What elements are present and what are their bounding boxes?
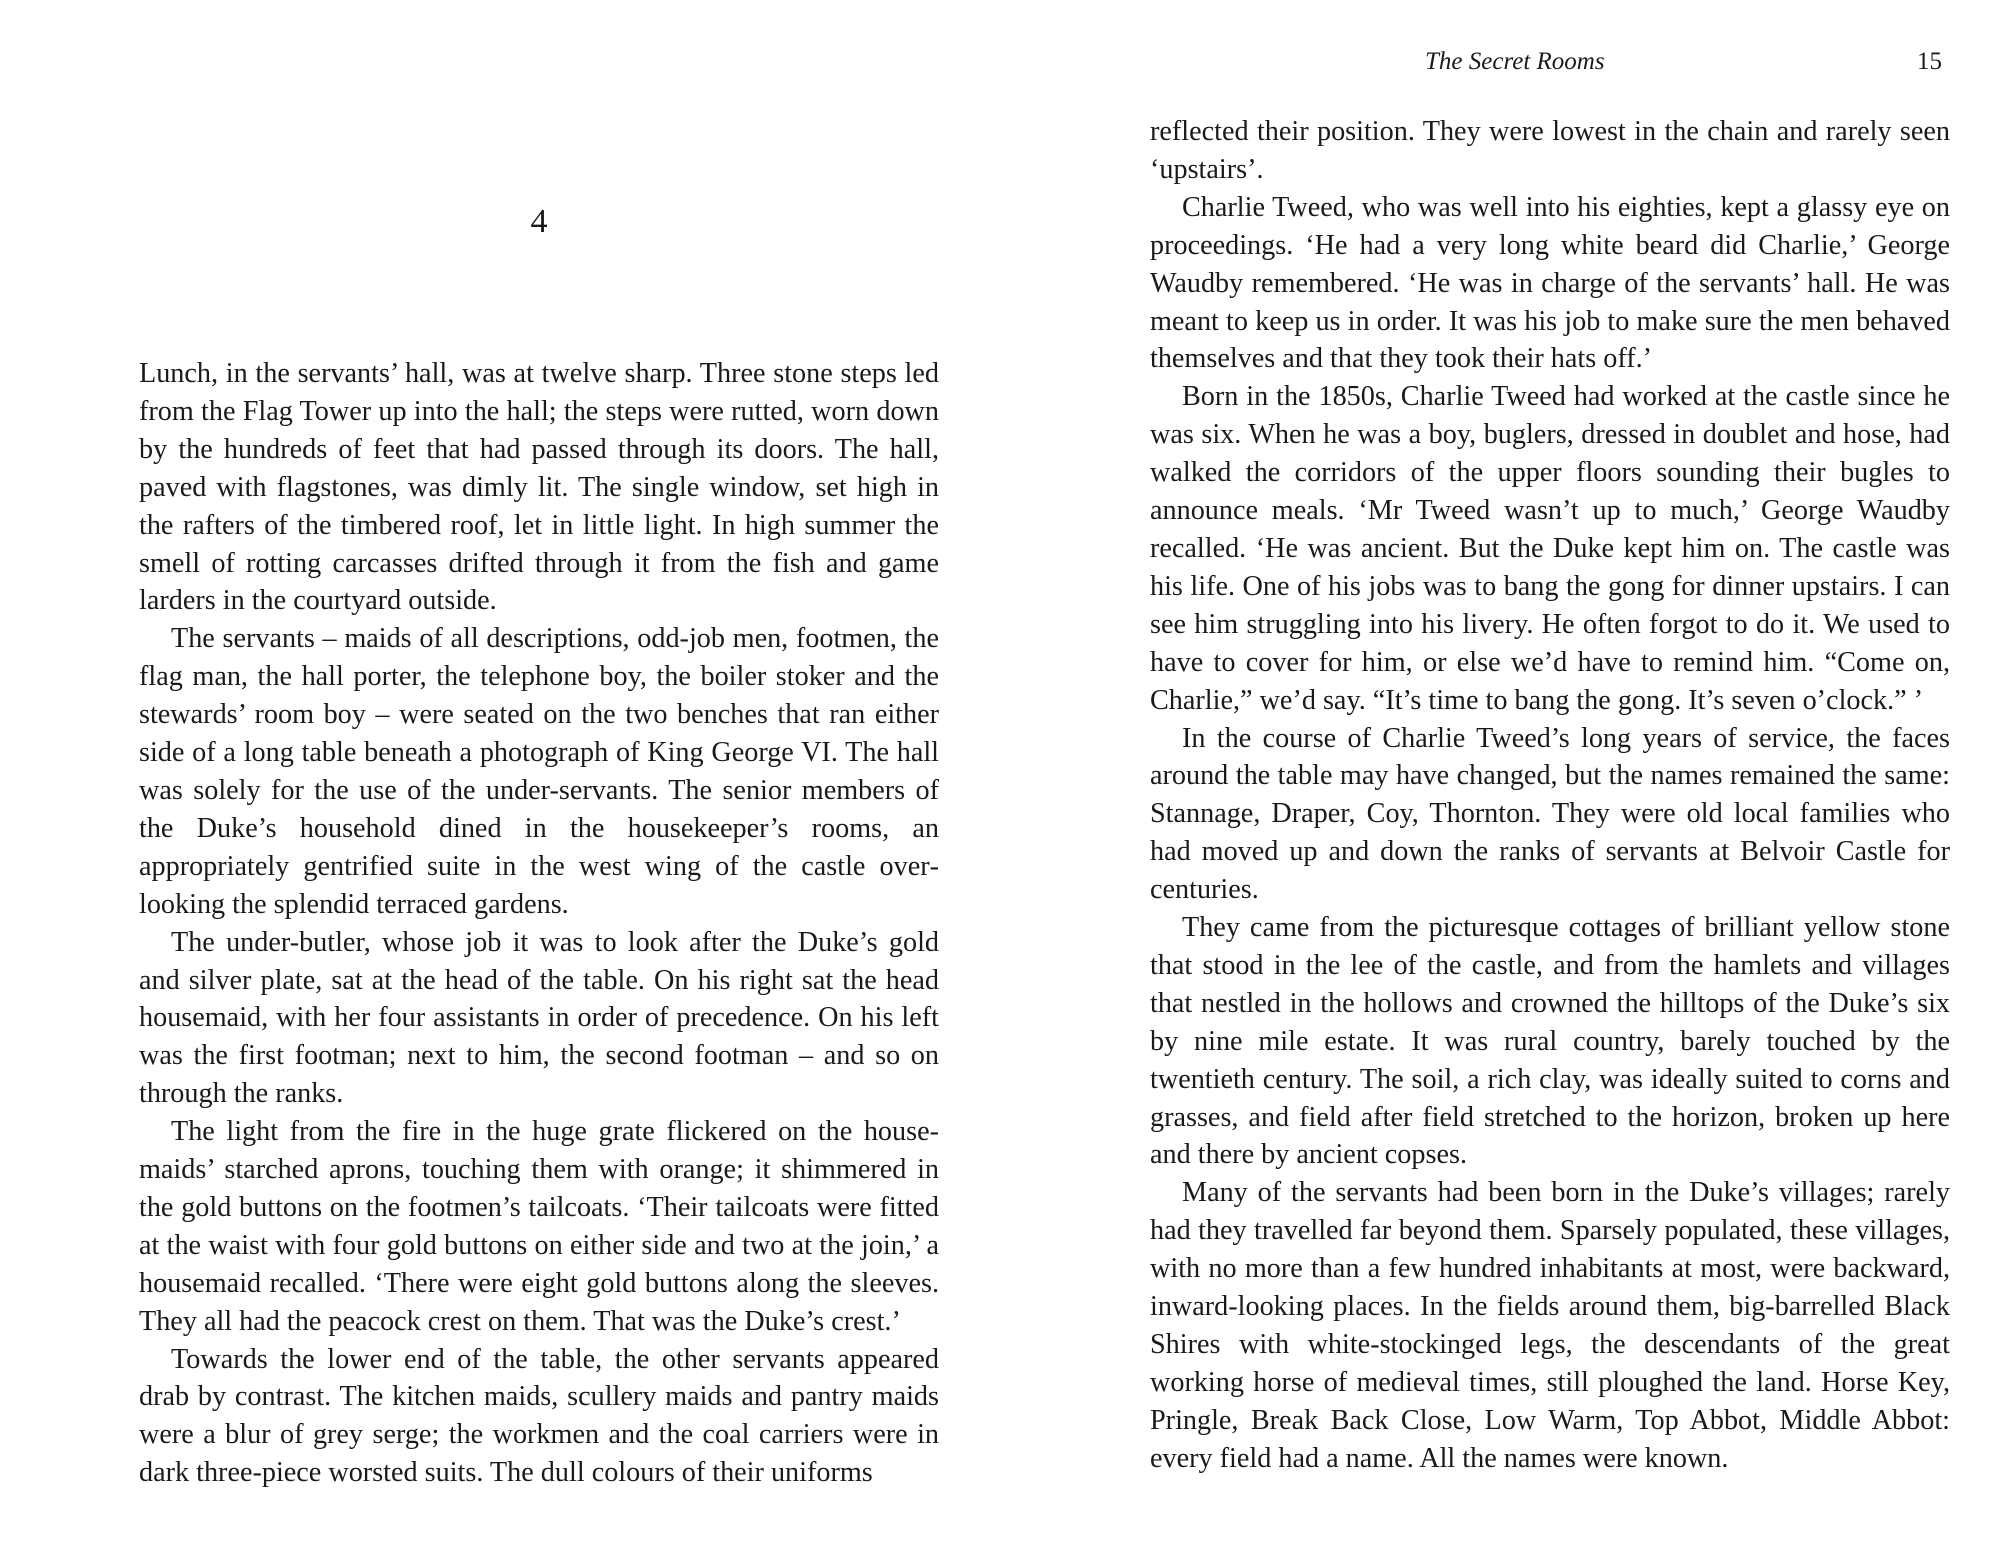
page-number: 15 (1917, 48, 1942, 75)
right-page (1005, 0, 2011, 1549)
paragraph: Many of the servants had been born in the Duke’s villages; rarely had they travelled far beyond them. Sparsely populated, these villages, with no more than a few hundred inhabitants at most, were backward, inward-looking places. In the fields around them, big-barrelled Black Shires with white-stockinged legs, the descendants of the great working horse of medieval times, still ploughed the land. Horse Key, Pringle, Break Back Close, Low Warm, Top Abbot, Middle Abbot: every field had a name. All the names were known. (1150, 1177, 1950, 1474)
paragraph: The servants – maids of all descriptions, odd-job men, footmen, the flag man, the hall porter, the telephone boy, the boiler stoker and the stewards’ room boy – were seated on the two benches that ran either side of a long table beneath a photograph of King George VI. The hall was solely for the use of the under-servants. The senior members of the Duke’s household dined in the housekeeper’s rooms, an appropriately gentrified suite in the west wing of the castle overlooking the splendid terraced gardens. (139, 623, 939, 920)
right-page-body (1150, 113, 1950, 1478)
paragraph: Lunch, in the servants’ hall, was at twelve sharp. Three stone steps led from the Flag Tower up into the hall; the steps were rutted, worn down by the hundreds of feet that had passed through its doors. The hall, paved with flagstones, was dimly lit. The single window, set high in the rafters of the timbered roof, let in little light. In high summer the smell of rotting carcasses drifted through it from the fish and game larders in the courtyard outside. (139, 358, 939, 617)
paragraph: The light from the fire in the huge grate flickered on the housemaids’ starched aprons, touching them with orange; it shimmered in the gold buttons on the footmen’s tailcoats. ‘Their tailcoats were fitted at the waist with four gold buttons on either side and two at the join,’ a housemaid recalled. ‘There were eight gold buttons along the sleeves. They all had the peacock crest on them. That was the Duke’s crest.’ (139, 1116, 939, 1337)
paragraph: Charlie Tweed, who was well into his eighties, kept a glassy eye on proceedings. ‘He had a very long white beard did Charlie,’ George Waudby remembered. ‘He was in charge of the servants’ hall. He was meant to keep us in order. It was his job to make sure the men behaved themselves and that they took their hats off.’ (1150, 191, 1950, 375)
chapter-number: 4 (530, 203, 548, 240)
left-page (0, 0, 1005, 1549)
paragraph: They came from the picturesque cottages of brilliant yellow stone that stood in the lee of the castle, and from the hamlets and villages that nestled in the hollows and crowned the hilltops of the Duke’s six by nine mile estate. It was rural country, barely touched by the twentieth century. The soil, a rich clay, was ideally suited to corns and grasses, and field after field stretched to the horizon, broken up here and there by ancient copses. (1150, 912, 1950, 1171)
running-title: The Secret Rooms (1425, 48, 1605, 75)
paragraph: Born in the 1850s, Charlie Tweed had worked at the castle since he was six. When he was a boy, buglers, dressed in doublet and hose, had walked the corridors of the upper floors sounding their bugles to announce meals. ‘Mr Tweed wasn’t up to much,’ George Waudby recalled. ‘He was ancient. But the Duke kept him on. The castle was his life. One of his jobs was to bang the gong for dinner upstairs. I can see him struggling into his livery. He often forgot to do it. We used to have to cover for him, or else we’d have to remind him. “Come on, Charlie,” we’d say. “It’s time to bang the gong. It’s seven o’clock.” ’ (1150, 381, 1950, 716)
left-page-body (139, 355, 939, 1492)
paragraph: Towards the lower end of the table, the other servants appeared drab by contrast. The kitchen maids, scullery maids and pantry maids were a blur of grey serge; the workmen and the coal carriers were in dark three-piece worsted suits. The dull colours of their uniforms (139, 1343, 939, 1489)
paragraph: In the course of Charlie Tweed’s long years of service, the faces around the table may have changed, but the names remained the same: Stannage, Draper, Coy, Thornton. They were old local families who had moved up and down the ranks of servants at Belvoir Castle for centuries. (1150, 722, 1950, 906)
paragraph: reflected their position. They were lowest in the chain and rarely seen ‘upstairs’. (1150, 116, 1950, 185)
paragraph: The under-butler, whose job it was to look after the Duke’s gold and silver plate, sat at the head of the table. On his right sat the head housemaid, with her four assistants in order of precedence. On his left was the first footman; next to him, the second footman – and so on through the ranks. (139, 926, 939, 1110)
